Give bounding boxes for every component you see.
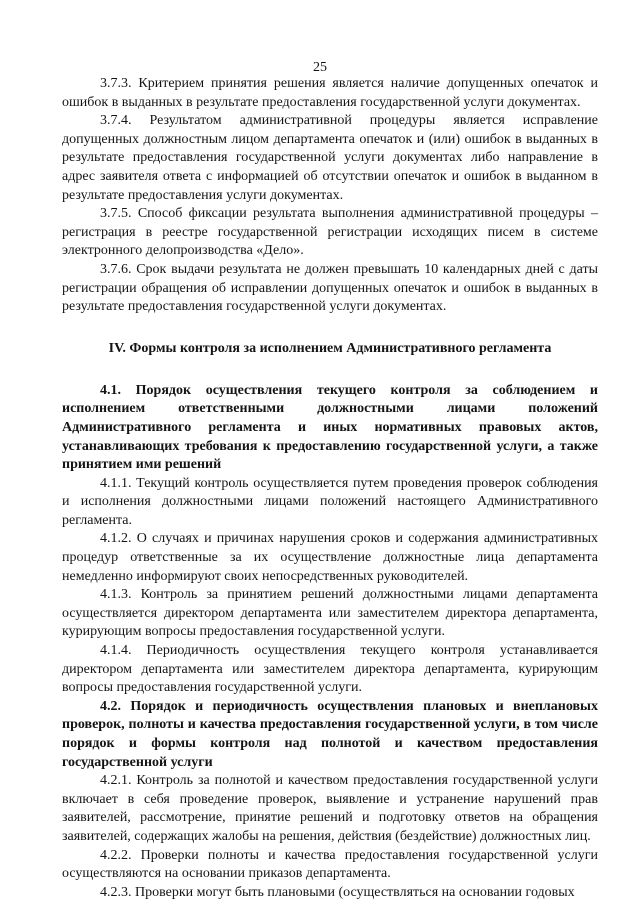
paragraph-4-2-2: 4.2.2. Проверки полноты и качества предоставления государственной услуги осуществляются на основании приказов департамента. bbox=[62, 847, 598, 882]
paragraph-4-2-1: 4.2.1. Контроль за полнотой и качеством предоставления государственной услуги включает в себя проведение проверок, выявление и устранение нарушений прав заявителей, рассмотрение, принятие решений и подготовку ответов на обращения заявителей, содержащих жалобы на решения, действия (бездействие) должностных лиц. bbox=[62, 773, 598, 844]
section-heading: IV. Формы контроля за исполнением Административного регламента bbox=[108, 340, 552, 356]
subsection-4-2-heading: 4.2. Порядок и периодичность осуществления плановых и внеплановых проверок, полноты и качества предоставления государственной услуги, в том числе порядок и формы контроля над полнотой и качеством предоставления государственной услуги bbox=[62, 698, 598, 770]
paragraph-4-1-2: 4.1.2. О случаях и причинах нарушения сроков и содержания административных процедур ответственные за их осуществление должностные лица департамента немедленно информируют своих непосредственных руководителей. bbox=[62, 531, 598, 584]
paragraph-4-1-1: 4.1.1. Текущий контроль осуществляется путем проведения проверок соблюдения и исполнения должностными лицами положений настоящего Административного регламента. bbox=[62, 475, 598, 528]
paragraph-3-7-5: 3.7.5. Способ фиксации результата выполнения административной процедуры – регистрация в реестре государственной регистрации исходящих писем в системе электронного делопроизводства «Дело». bbox=[62, 206, 598, 259]
paragraph-4-1-3: 4.1.3. Контроль за принятием решений должностными лицами департамента осуществляется директором департамента или заместителем директора департамента, курирующим вопросы предоставления государственной услуги. bbox=[62, 587, 598, 640]
document-body bbox=[62, 75, 598, 902]
paragraph-4-1-4: 4.1.4. Периодичность осуществления текущего контроля устанавливается директором департамента или заместителем директора департамента, курирующим вопросы предоставления государственной услуги. bbox=[62, 643, 598, 696]
paragraph-4-2-3: 4.2.3. Проверки могут быть плановыми (осуществляться на основании годовых bbox=[100, 884, 575, 900]
subsection-4-1-heading: 4.1. Порядок осуществления текущего контроля за соблюдением и исполнением ответственными должностными лицами положений Административного регламента и иных нормативных правовых актов, устанавливающих требования к предоставлению государственной услуги, а также принятием ими решений bbox=[62, 382, 598, 473]
paragraph-3-7-6: 3.7.6. Срок выдачи результата не должен превышать 10 календарных дней с даты регистрации обращения об исправлении допущенных опечаток и ошибок в выданных в результате предоставления государственной услуги документах. bbox=[62, 261, 598, 315]
page-number: 25 bbox=[313, 60, 327, 75]
paragraph-3-7-3: 3.7.3. Критерием принятия решения является наличие допущенных опечаток и ошибок в выданных в результате предоставления государственной услуги документах. bbox=[62, 76, 598, 110]
paragraph-3-7-4: 3.7.4. Результатом административной процедуры является исправление допущенных должностным лицом департамента опечаток и (или) ошибок в выданных в результате предоставления государственной услуги документах либо направление в адрес заявителя ответа с информацией об отсутствии опечаток и ошибок в выданном в результате предоставления услуги документах. bbox=[62, 113, 598, 203]
